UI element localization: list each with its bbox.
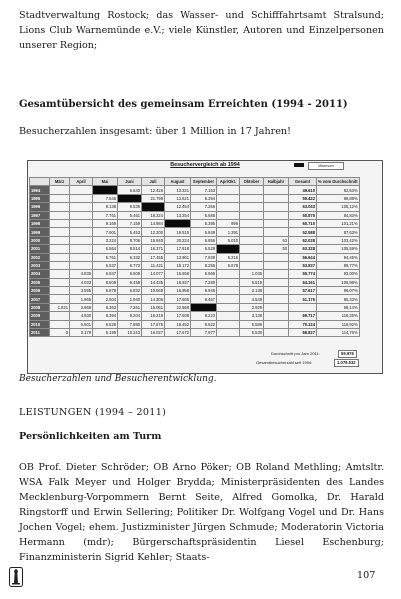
table-cell: 60.710: [289, 219, 317, 227]
table-cell: [70, 245, 93, 253]
table-header-cell: % vom Durchschnitt: [318, 179, 358, 185]
table-cell: 8.223: [191, 312, 217, 320]
table-cell: 114,76%: [317, 329, 360, 337]
average-value: 59.976: [338, 350, 357, 358]
table-cell: 87,63%: [317, 228, 360, 236]
table-cell: 6.564: [93, 245, 118, 253]
table-cell: 6.528: [191, 245, 217, 253]
table-cell: 17.618: [165, 245, 191, 253]
table-row: [30, 287, 360, 295]
table-row: [30, 245, 360, 253]
table-cell: 1.035: [240, 270, 264, 278]
table-row: [30, 312, 360, 320]
table-cell: [264, 287, 289, 295]
table-cell: [240, 186, 264, 194]
table-cell: [50, 253, 70, 261]
table-cell: 17.608: [165, 312, 191, 320]
table-header-cell: Mai: [93, 178, 118, 186]
table-cell: [264, 228, 289, 236]
year-cell: 2005: [30, 278, 50, 286]
table-cell: 14.435: [142, 278, 165, 286]
table-cell: 101,21%: [317, 219, 360, 227]
table-cell: 6.679: [217, 261, 240, 269]
table-cell: 8.535: [118, 203, 142, 211]
table-cell: 3.224: [93, 236, 118, 244]
table-cell: 9.169: [93, 219, 118, 227]
table-cell: [264, 303, 289, 311]
table-cell: 6.847: [93, 270, 118, 278]
table-cell: 85,33%: [317, 295, 360, 303]
table-cell: [50, 194, 70, 202]
table-cell: 57.617: [289, 287, 317, 295]
table-cell: [142, 203, 165, 211]
table-cell: 64.161: [289, 278, 317, 286]
year-cell: 2007: [30, 295, 50, 303]
table-cell: 7.546: [93, 194, 118, 202]
table-cell: [50, 203, 70, 211]
table-cell: 63.328: [289, 245, 317, 253]
intro-paragraph: Stadtverwaltung Rostock; das Wasser- und Schifffahrtsamt Stralsund; Lions Club Warnemünde e.V.; viele Künstler, Autoren und Einzelpersonen unserer Region;: [19, 10, 384, 51]
table-cell: 9.204: [118, 312, 142, 320]
year-cell: 1998: [30, 219, 50, 227]
table-cell: 13.961: [165, 253, 191, 261]
table-cell: [217, 186, 240, 194]
table-cell: 70.124: [289, 320, 317, 328]
table-cell: 5.530: [240, 329, 264, 337]
table-cell: [50, 228, 70, 236]
table-cell: 5.849: [191, 228, 217, 236]
year-cell: 2002: [30, 253, 50, 261]
table-cell: 3.138: [240, 312, 264, 320]
table-cell: [50, 278, 70, 286]
table-cell: 5.761: [93, 253, 118, 261]
table-cell: [217, 270, 240, 278]
table-cell: 7.901: [93, 228, 118, 236]
overview-heading: Gesamtübersicht des gemeinsam Erreichten (1994 - 2011): [19, 99, 348, 110]
table-cell: 15.172: [165, 261, 191, 269]
table-cell: [70, 219, 93, 227]
year-cell: 2008: [30, 303, 50, 311]
table-header-cell: Gesamt: [289, 178, 317, 186]
table-header-cell: September: [191, 178, 217, 186]
table-cell: 11.421: [142, 261, 165, 269]
table-cell: 5.537: [93, 261, 118, 269]
table-cell: 17.672: [165, 329, 191, 337]
table-cell: 996: [217, 219, 240, 227]
table-cell: 68.827: [289, 329, 317, 337]
table-cell: [264, 253, 289, 261]
table-cell: 116,25%: [317, 312, 360, 320]
table-cell: 6.609: [118, 270, 142, 278]
table-cell: 5.461: [118, 211, 142, 219]
table-cell: [50, 312, 70, 320]
table-cell: [217, 203, 240, 211]
table-cell: 2.504: [93, 295, 118, 303]
table-cell: 84,83%: [317, 211, 360, 219]
table-cell: [70, 203, 93, 211]
table-cell: 63.043: [289, 203, 317, 211]
minimum-legend-label: Minimum: [308, 162, 344, 170]
table-cell: 5.519: [240, 278, 264, 286]
table-cell: 12.200: [142, 228, 165, 236]
table-cell: 13.254: [165, 211, 191, 219]
table-cell: [240, 219, 264, 227]
table-cell: 14.077: [142, 270, 165, 278]
table-cell: 69,14%: [317, 303, 360, 311]
table-row: [30, 278, 360, 286]
year-cell: 1997: [30, 211, 50, 219]
table-cell: [217, 287, 240, 295]
table-header-row: [30, 178, 360, 186]
table-cell: [217, 194, 240, 202]
page-number: 107: [357, 570, 376, 581]
table-cell: 50.875: [289, 211, 317, 219]
table-cell: 12.454: [165, 203, 191, 211]
table-cell: 50: [264, 245, 289, 253]
table-cell: [70, 261, 93, 269]
table-cell: 116,92%: [317, 320, 360, 328]
table-cell: 63: [264, 236, 289, 244]
year-cell: 2001: [30, 245, 50, 253]
table-cell: 1.821: [50, 303, 70, 311]
table-row: [30, 303, 360, 311]
table-cell: 7.153: [191, 186, 217, 194]
table-cell: 21.799: [142, 194, 165, 202]
table-cell: 94,45%: [317, 253, 360, 261]
table-cell: 3.179: [70, 329, 93, 337]
table-cell: 5.453: [118, 228, 142, 236]
table-cell: [240, 194, 264, 202]
table-cell: [264, 211, 289, 219]
year-cell: 2009: [30, 312, 50, 320]
table-cell: 14.984: [142, 219, 165, 227]
table-cell: [165, 219, 191, 227]
table-cell: 15.940: [142, 236, 165, 244]
table-cell: 55.774: [289, 270, 317, 278]
table-cell: 49.610: [289, 186, 317, 194]
table-row: [30, 270, 360, 278]
section-heading: LEISTUNGEN (1994 – 2011): [19, 407, 167, 418]
table-cell: [50, 236, 70, 244]
table-cell: 51.176: [289, 295, 317, 303]
table-cell: [50, 287, 70, 295]
visitor-comparison-table: [29, 177, 360, 337]
year-cell: 2004: [30, 270, 50, 278]
table-cell: 16.027: [142, 329, 165, 337]
year-cell: 2010: [30, 320, 50, 328]
table-cell: 96,07%: [317, 287, 360, 295]
table-cell: 8.138: [93, 203, 118, 211]
table-cell: [240, 211, 264, 219]
table-header-cell: Oktober: [240, 178, 264, 186]
table-row: [30, 219, 360, 227]
year-cell: 2006: [30, 287, 50, 295]
table-cell: 22.868: [165, 303, 191, 311]
table-cell: 6.394: [191, 194, 217, 202]
table-cell: 89,77%: [317, 261, 360, 269]
people-paragraph: OB Prof. Dieter Schröder; OB Arno Pöker; OB Roland Methling; Amtsltr. WSA Falk Meyer und Holger Brydda; Ministerpräsidenten des Landes Mecklenburg-Vorpommern Bernt Seite, Alfred Gomolka, Dr. Harald Ringstorff und Erwin Sellering; Politiker Dr. Wolfgang Vogel und Dr. Hans Jochen Vogel; ehem. Justizminister Jürgen Schmude; Moderatorin Victoria Hermann (mdr); Bürgerschaftspräsidentin Liesel Eschenburg; Finanzministerin Sigrid Kehler; Staats-: [19, 462, 384, 563]
table-cell: [70, 253, 93, 261]
table-header-cell: Apr/Okt.: [217, 178, 240, 186]
table-cell: [240, 245, 264, 253]
table-cell: 59.422: [289, 194, 317, 202]
table-cell: [240, 228, 264, 236]
table-cell: 5.501: [70, 320, 93, 328]
table-cell: [240, 203, 264, 211]
table-cell: 7.261: [118, 303, 142, 311]
table-header-cell: Halbjahr: [264, 178, 289, 186]
table-cell: 7.977: [191, 329, 217, 337]
table-cell: 6.528: [93, 320, 118, 328]
year-cell: 2011: [30, 329, 50, 337]
table-cell: [50, 270, 70, 278]
table-cell: [217, 312, 240, 320]
visitor-table-figure: [27, 160, 383, 374]
table-cell: 8.255: [191, 261, 217, 269]
table-header-cell: April: [70, 178, 93, 186]
table-cell: [264, 194, 289, 202]
table-cell: [264, 261, 289, 269]
total-value: 1.079.532: [334, 359, 359, 367]
table-cell: [50, 186, 70, 194]
table-cell: 1.391: [217, 228, 240, 236]
table-row: [30, 261, 360, 269]
table-cell: 3.595: [70, 287, 93, 295]
table-cell: 18.452: [165, 320, 191, 328]
table-cell: 4.835: [70, 270, 93, 278]
table-cell: 5.216: [217, 253, 240, 261]
table-row: [30, 228, 360, 236]
table-row: [30, 329, 360, 337]
table-title: Besuchervergleich ab 1994: [170, 162, 240, 168]
table-cell: 7.880: [118, 320, 142, 328]
table-cell: 7.266: [191, 203, 217, 211]
table-cell: 15.051: [142, 303, 165, 311]
table-cell: 10.243: [118, 329, 142, 337]
table-cell: [70, 228, 93, 236]
table-cell: [217, 245, 240, 253]
table-cell: 5.685: [191, 211, 217, 219]
table-row: [30, 236, 360, 244]
table-cell: 12.426: [142, 186, 165, 194]
table-cell: 52.588: [289, 228, 317, 236]
table-cell: 2.868: [70, 303, 93, 311]
table-cell: 8.394: [93, 312, 118, 320]
table-cell: 6.640: [118, 186, 142, 194]
table-cell: 53.837: [289, 261, 317, 269]
table-cell: 8.363: [93, 303, 118, 311]
table-cell: 8.509: [93, 278, 118, 286]
table-cell: 8.706: [118, 236, 142, 244]
table-cell: 18.927: [165, 278, 191, 286]
table-cell: 10.669: [142, 287, 165, 295]
table-cell: 6.773: [118, 261, 142, 269]
table-cell: 7.159: [118, 219, 142, 227]
table-cell: 106,98%: [317, 278, 360, 286]
table-cell: 2.929: [240, 303, 264, 311]
table-cell: 6.332: [118, 253, 142, 261]
table-cell: 8.514: [118, 245, 142, 253]
year-cell: 1994: [30, 186, 50, 194]
table-cell: [264, 329, 289, 337]
table-cell: 7.939: [191, 253, 217, 261]
table-header-cell: März: [50, 178, 70, 186]
figure-caption: Besucherzahlen und Besucherentwicklung.: [19, 374, 217, 384]
table-cell: [264, 312, 289, 320]
table-cell: 7.761: [93, 211, 118, 219]
lighthouse-logo-icon: [9, 567, 23, 587]
table-cell: [264, 203, 289, 211]
table-cell: [50, 261, 70, 269]
table-cell: 8.522: [191, 320, 217, 328]
table-cell: [118, 194, 142, 202]
table-cell: 17.455: [142, 253, 165, 261]
table-cell: 5.395: [191, 219, 217, 227]
table-header-cell: Juni: [118, 178, 142, 186]
table-row: [30, 203, 360, 211]
table-row: [30, 253, 360, 261]
table-cell: 103,42%: [317, 236, 360, 244]
table-cell: 19.515: [165, 228, 191, 236]
table-cell: 13.321: [165, 186, 191, 194]
table-cell: 0: [50, 329, 70, 337]
table-header-cell: [30, 178, 50, 186]
table-cell: [240, 261, 264, 269]
table-cell: [70, 236, 93, 244]
table-cell: 5.010: [217, 236, 240, 244]
table-cell: 1.940: [118, 295, 142, 303]
table-cell: 7.280: [191, 278, 217, 286]
table-cell: [50, 295, 70, 303]
table-cell: [70, 211, 93, 219]
table-cell: [264, 278, 289, 286]
table-cell: [217, 278, 240, 286]
table-cell: [217, 329, 240, 337]
visitors-summary: Besucherzahlen insgesamt: über 1 Million in 17 Jahren!: [19, 126, 291, 137]
minimum-legend-swatch: [294, 163, 304, 167]
table-cell: 62.028: [289, 236, 317, 244]
table-cell: 5.586: [240, 320, 264, 328]
table-cell: [70, 186, 93, 194]
average-label: Durchschnitt pro Jahr 2011:: [271, 351, 320, 356]
table-cell: [240, 236, 264, 244]
table-cell: 6.832: [118, 287, 142, 295]
table-cell: 4.033: [70, 278, 93, 286]
table-cell: [70, 194, 93, 202]
table-cell: 56.644: [289, 253, 317, 261]
table-row: [30, 211, 360, 219]
table-cell: 13.621: [165, 194, 191, 202]
table-cell: 5.879: [93, 287, 118, 295]
table-cell: 6.458: [118, 278, 142, 286]
table-cell: [264, 219, 289, 227]
table-cell: 3.138: [240, 287, 264, 295]
table-cell: 6.856: [191, 236, 217, 244]
table-cell: [191, 303, 217, 311]
year-cell: 1995: [30, 194, 50, 202]
table-header-cell: August: [165, 178, 191, 186]
year-cell: 2003: [30, 261, 50, 269]
year-cell: 1996: [30, 203, 50, 211]
total-label: Gesamtbesucherzahl seit 1994:: [256, 360, 313, 365]
table-cell: [50, 320, 70, 328]
table-cell: [93, 186, 118, 194]
table-cell: [50, 211, 70, 219]
table-cell: [217, 295, 240, 303]
table-cell: [264, 270, 289, 278]
table-cell: 17.675: [142, 320, 165, 328]
table-row: [30, 186, 360, 194]
table-header-cell: Juli: [142, 178, 165, 186]
table-cell: 8.467: [191, 295, 217, 303]
table-cell: 82,53%: [317, 186, 360, 194]
table-cell: 16.371: [142, 245, 165, 253]
table-cell: 4.930: [70, 312, 93, 320]
table-cell: 15.658: [165, 270, 191, 278]
table-cell: 4.549: [240, 295, 264, 303]
year-cell: 2000: [30, 236, 50, 244]
table-cell: 6.665: [191, 270, 217, 278]
subheading: Persönlichkeiten am Turm: [19, 431, 162, 442]
table-cell: 14.306: [142, 295, 165, 303]
table-cell: [217, 303, 240, 311]
table-cell: 69.717: [289, 312, 317, 320]
table-cell: [217, 211, 240, 219]
table-cell: [50, 245, 70, 253]
table-cell: [264, 295, 289, 303]
table-row: [30, 194, 360, 202]
table-cell: 20.224: [165, 236, 191, 244]
table-row: [30, 320, 360, 328]
table-row: [30, 295, 360, 303]
table-cell: 17.665: [165, 295, 191, 303]
table-cell: [240, 253, 264, 261]
table-cell: [264, 186, 289, 194]
table-cell: 93,00%: [317, 270, 360, 278]
table-cell: 18.219: [142, 312, 165, 320]
table-cell: 5.199: [93, 329, 118, 337]
table-cell: 1.965: [70, 295, 93, 303]
table-cell: 16.958: [165, 287, 191, 295]
table-cell: [264, 320, 289, 328]
table-cell: 18.224: [142, 211, 165, 219]
table-cell: [289, 303, 317, 311]
year-cell: 1999: [30, 228, 50, 236]
table-cell: 99,88%: [317, 194, 360, 202]
table-cell: [217, 320, 240, 328]
table-cell: 6.946: [191, 287, 217, 295]
table-cell: 105,12%: [317, 203, 360, 211]
table-cell: 105,59%: [317, 245, 360, 253]
table-cell: [50, 219, 70, 227]
